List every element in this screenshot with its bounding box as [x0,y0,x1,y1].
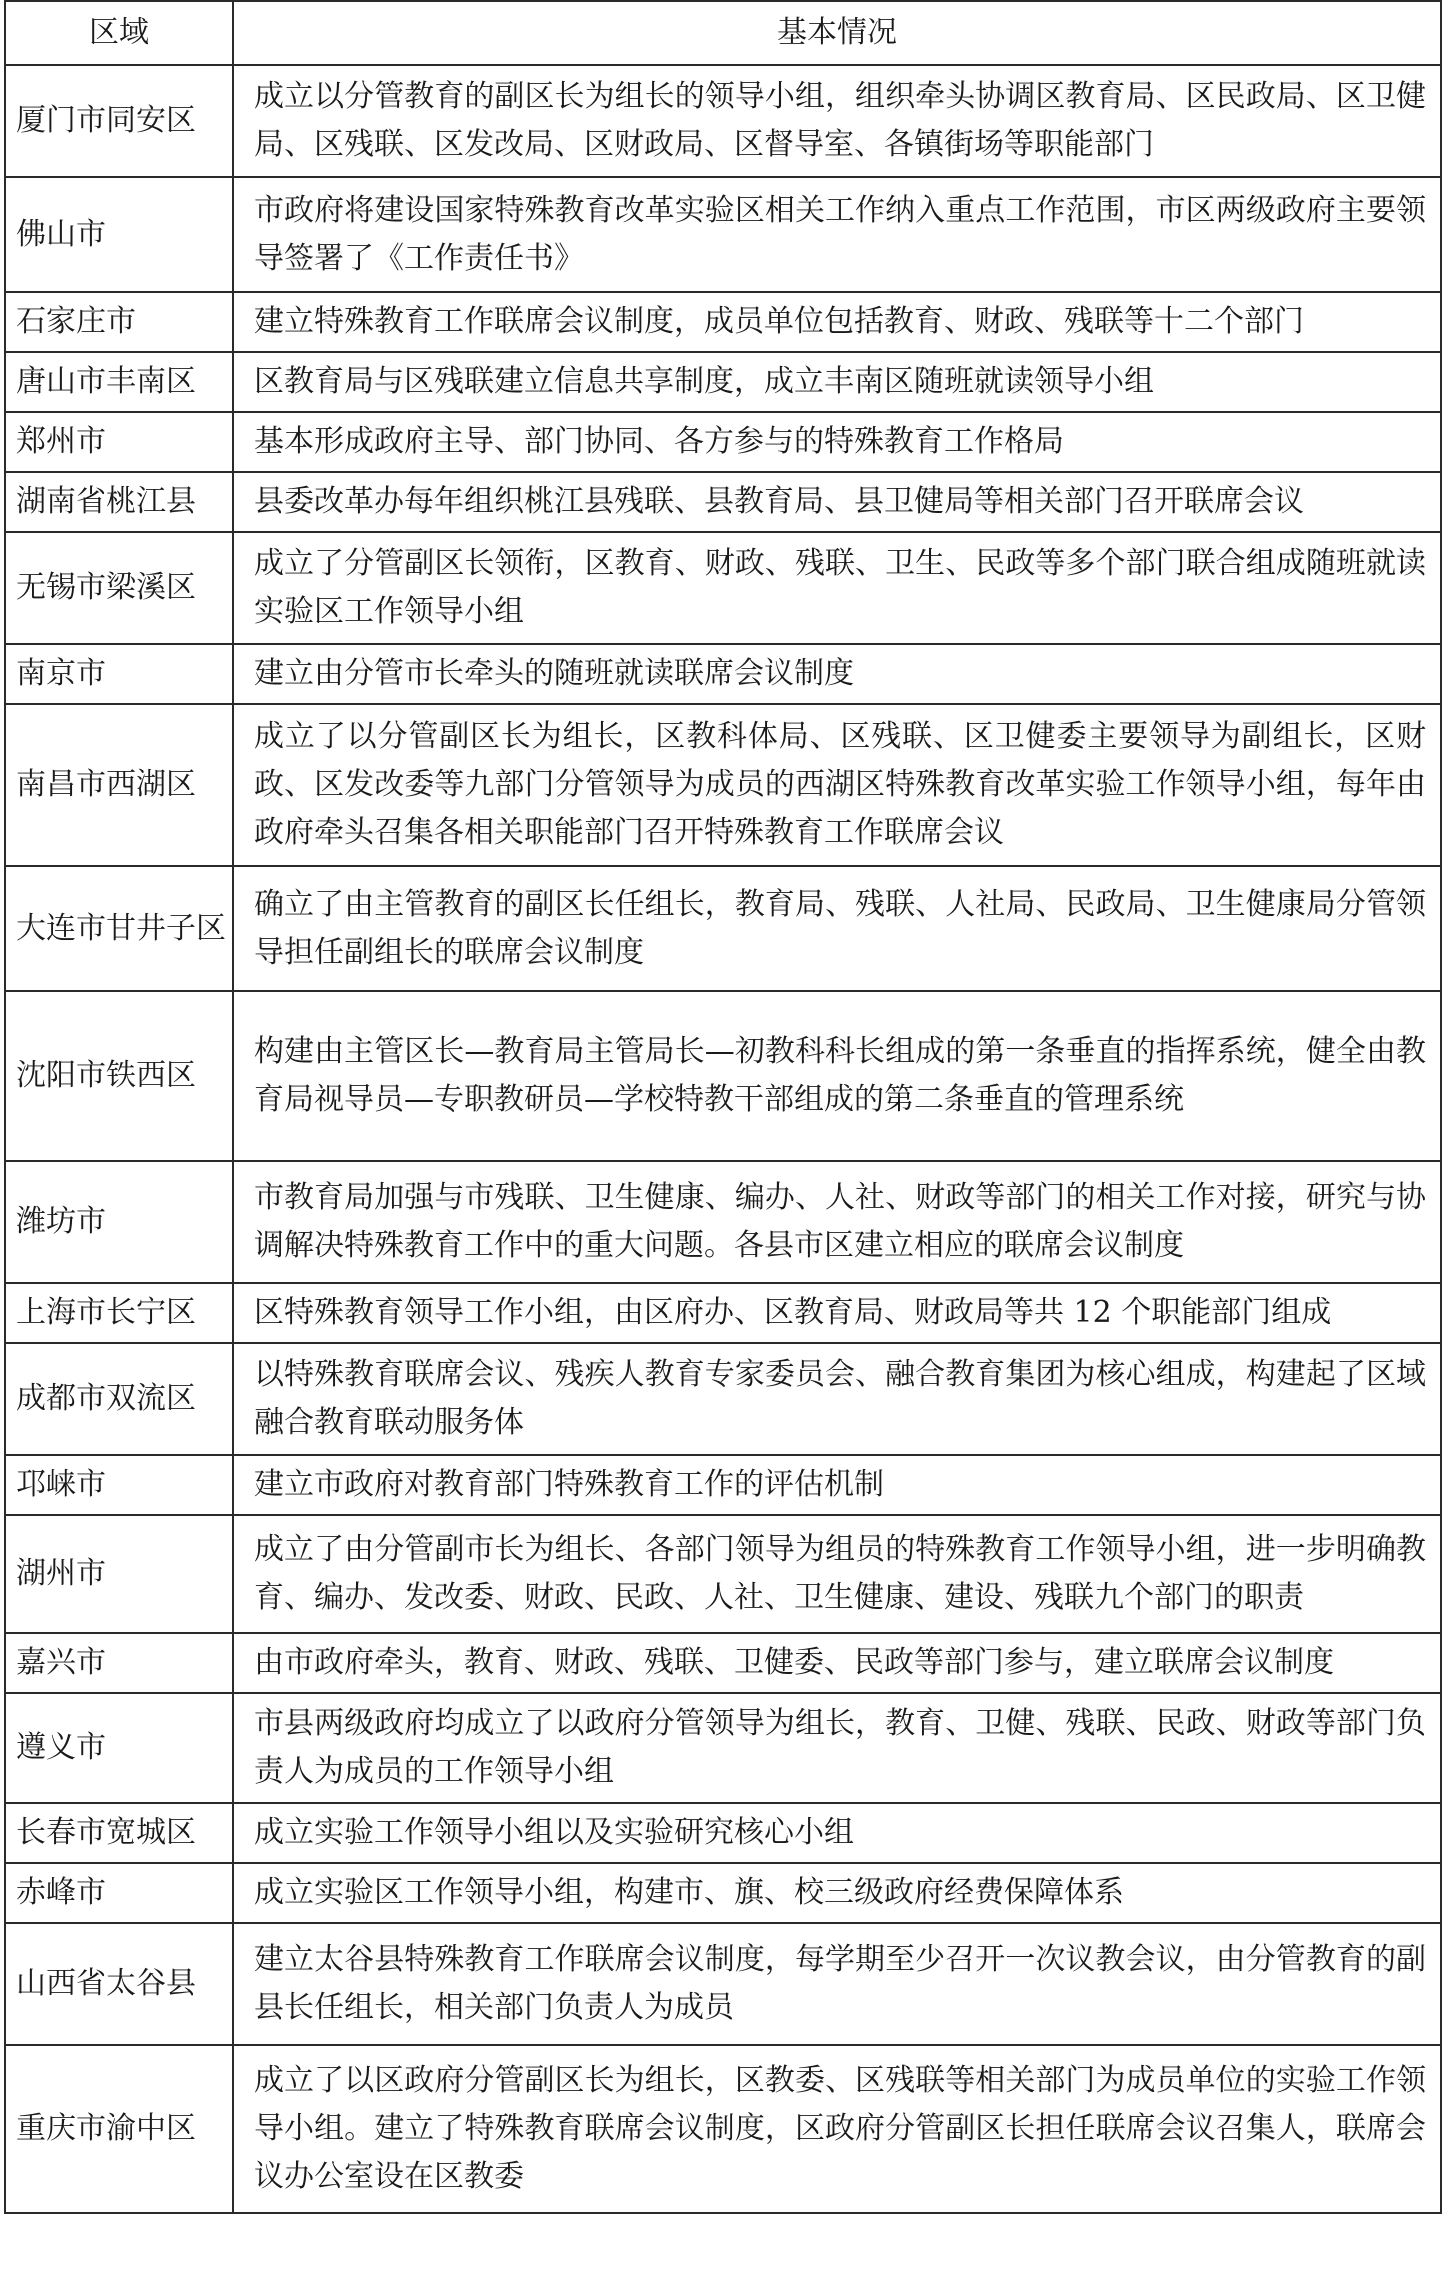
region-cell: 佛山市 [5,177,233,292]
description-cell: 成立了以区政府分管副区长为组长，区教委、区残联等相关部门为成员单位的实验工作领导小组。建立了特殊教育联席会议制度，区政府分管副区长担任联席会议召集人，联席会议办公室设在区教委 [233,2045,1441,2213]
region-cell: 沈阳市铁西区 [5,991,233,1161]
region-cell: 湖州市 [5,1515,233,1633]
description-cell: 成立实验工作领导小组以及实验研究核心小组 [233,1803,1441,1863]
table-row [5,991,1441,1161]
region-cell: 大连市甘井子区 [5,866,233,991]
description-cell: 建立特殊教育工作联席会议制度，成员单位包括教育、财政、残联等十二个部门 [233,292,1441,352]
region-cell: 石家庄市 [5,292,233,352]
description-cell: 成立了以分管副区长为组长，区教科体局、区残联、区卫健委主要领导为副组长，区财政、区发改委等九部门分管领导为成员的西湖区特殊教育改革实验工作领导小组，每年由政府牵头召集各相关职能部门召开特殊教育工作联席会议 [233,704,1441,866]
table-row [5,1515,1441,1633]
region-cell: 南昌市西湖区 [5,704,233,866]
table-row [5,472,1441,532]
description-cell: 成立了分管副区长领衔，区教育、财政、残联、卫生、民政等多个部门联合组成随班就读实验区工作领导小组 [233,532,1441,644]
description-cell: 建立太谷县特殊教育工作联席会议制度，每学期至少召开一次议教会议，由分管教育的副县长任组长，相关部门负责人为成员 [233,1923,1441,2045]
region-cell: 重庆市渝中区 [5,2045,233,2213]
table-header-row [5,1,1441,65]
table-row [5,1455,1441,1515]
description-cell: 市县两级政府均成立了以政府分管领导为组长，教育、卫健、残联、民政、财政等部门负责人为成员的工作领导小组 [233,1693,1441,1803]
table-row [5,65,1441,177]
region-cell: 成都市双流区 [5,1343,233,1455]
region-cell: 遵义市 [5,1693,233,1803]
region-cell: 赤峰市 [5,1863,233,1923]
table-row [5,1803,1441,1863]
description-cell: 确立了由主管教育的副区长任组长，教育局、残联、人社局、民政局、卫生健康局分管领导担任副组长的联席会议制度 [233,866,1441,991]
table-row [5,412,1441,472]
description-cell: 成立了由分管副市长为组长、各部门领导为组员的特殊教育工作领导小组，进一步明确教育、编办、发改委、财政、民政、人社、卫生健康、建设、残联九个部门的职责 [233,1515,1441,1633]
table-row [5,866,1441,991]
table-row [5,644,1441,704]
description-cell: 县委改革办每年组织桃江县残联、县教育局、县卫健局等相关部门召开联席会议 [233,472,1441,532]
description-cell: 以特殊教育联席会议、残疾人教育专家委员会、融合教育集团为核心组成，构建起了区域融合教育联动服务体 [233,1343,1441,1455]
regional-overview-table [4,0,1442,2214]
header-basic-situation: 基本情况 [233,1,1441,65]
header-region: 区域 [5,1,233,65]
description-cell: 区特殊教育领导工作小组，由区府办、区教育局、财政局等共 12 个职能部门组成 [233,1283,1441,1343]
table-row [5,292,1441,352]
table-row [5,1923,1441,2045]
region-cell: 厦门市同安区 [5,65,233,177]
table-row [5,1283,1441,1343]
table-row [5,177,1441,292]
region-cell: 长春市宽城区 [5,1803,233,1863]
description-cell: 市教育局加强与市残联、卫生健康、编办、人社、财政等部门的相关工作对接，研究与协调解决特殊教育工作中的重大问题。各县市区建立相应的联席会议制度 [233,1161,1441,1283]
region-cell: 无锡市梁溪区 [5,532,233,644]
region-cell: 山西省太谷县 [5,1923,233,2045]
table-row [5,704,1441,866]
region-cell: 邛崃市 [5,1455,233,1515]
description-cell: 基本形成政府主导、部门协同、各方参与的特殊教育工作格局 [233,412,1441,472]
table-row [5,1343,1441,1455]
region-cell: 湖南省桃江县 [5,472,233,532]
description-cell: 构建由主管区长—教育局主管局长—初教科科长组成的第一条垂直的指挥系统，健全由教育局视导员—专职教研员—学校特教干部组成的第二条垂直的管理系统 [233,991,1441,1161]
region-cell: 唐山市丰南区 [5,352,233,412]
description-cell: 成立实验区工作领导小组，构建市、旗、校三级政府经费保障体系 [233,1863,1441,1923]
region-cell: 郑州市 [5,412,233,472]
region-cell: 南京市 [5,644,233,704]
description-cell: 区教育局与区残联建立信息共享制度，成立丰南区随班就读领导小组 [233,352,1441,412]
region-cell: 嘉兴市 [5,1633,233,1693]
table-row [5,1863,1441,1923]
table-row [5,1633,1441,1693]
region-cell: 上海市长宁区 [5,1283,233,1343]
description-cell: 建立由分管市长牵头的随班就读联席会议制度 [233,644,1441,704]
table-row [5,1693,1441,1803]
region-cell: 潍坊市 [5,1161,233,1283]
table-row [5,532,1441,644]
description-cell: 成立以分管教育的副区长为组长的领导小组，组织牵头协调区教育局、区民政局、区卫健局、区残联、区发改局、区财政局、区督导室、各镇街场等职能部门 [233,65,1441,177]
table-row [5,1161,1441,1283]
table-row [5,2045,1441,2213]
description-cell: 建立市政府对教育部门特殊教育工作的评估机制 [233,1455,1441,1515]
description-cell: 市政府将建设国家特殊教育改革实验区相关工作纳入重点工作范围，市区两级政府主要领导签署了《工作责任书》 [233,177,1441,292]
table-row [5,352,1441,412]
description-cell: 由市政府牵头，教育、财政、残联、卫健委、民政等部门参与，建立联席会议制度 [233,1633,1441,1693]
